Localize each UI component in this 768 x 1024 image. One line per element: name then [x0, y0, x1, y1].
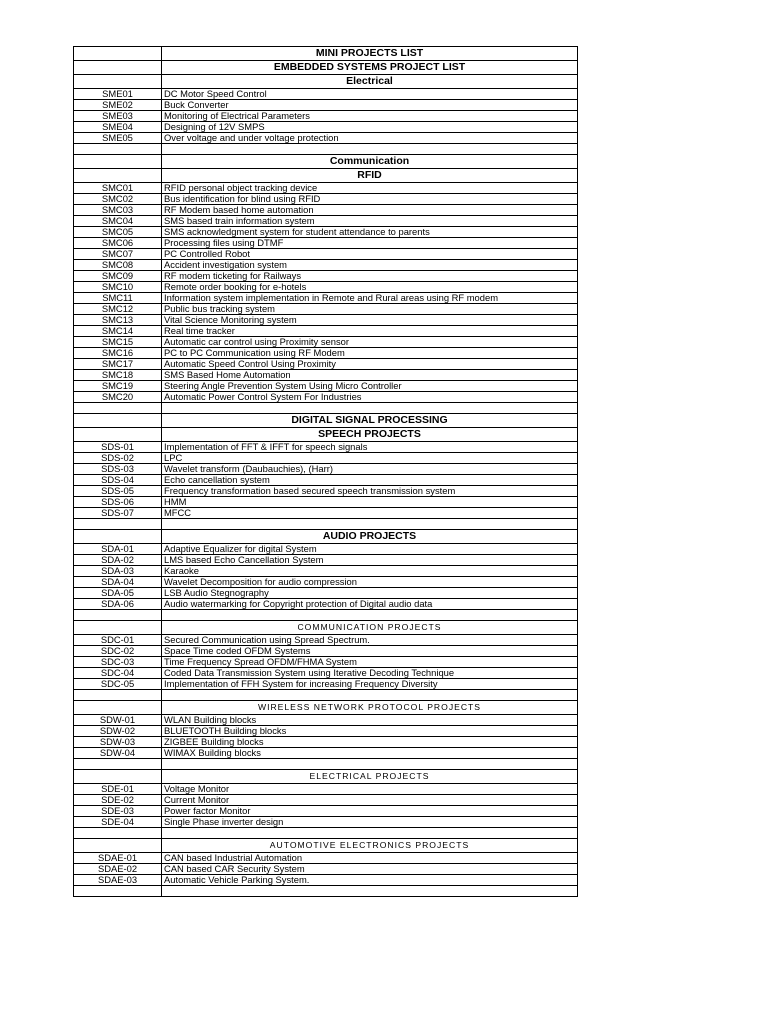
project-code: SMC14: [74, 326, 162, 337]
table-row: [74, 646, 578, 657]
project-code: SDC-03: [74, 657, 162, 668]
table-row: [74, 326, 578, 337]
project-code: SDW-02: [74, 726, 162, 737]
table-row: [74, 679, 578, 690]
project-title: Karaoke: [162, 566, 578, 577]
blank-row: [74, 519, 578, 530]
section-heading-row: [74, 414, 578, 428]
section-heading-row: [74, 61, 578, 75]
project-code: SDA-02: [74, 555, 162, 566]
table-row: [74, 337, 578, 348]
table-row: [74, 784, 578, 795]
project-code: [74, 61, 162, 75]
table-row: [74, 227, 578, 238]
section-heading: DIGITAL SIGNAL PROCESSING: [162, 414, 578, 428]
project-title: Vital Science Monitoring system: [162, 315, 578, 326]
subsection-heading-row: [74, 621, 578, 635]
table-row: [74, 392, 578, 403]
project-code: SME02: [74, 100, 162, 111]
table-row: [74, 817, 578, 828]
project-code: SDW-04: [74, 748, 162, 759]
section-heading-row: [74, 530, 578, 544]
table-row: [74, 464, 578, 475]
project-code: SDE-02: [74, 795, 162, 806]
blank-row: [74, 886, 578, 897]
project-code: SMC10: [74, 282, 162, 293]
project-code: SDA-01: [74, 544, 162, 555]
table-row: [74, 315, 578, 326]
project-title: Monitoring of Electrical Parameters: [162, 111, 578, 122]
project-code: SDS-07: [74, 508, 162, 519]
project-title: Wavelet Decomposition for audio compression: [162, 577, 578, 588]
project-code: SMC09: [74, 271, 162, 282]
project-title: HMM: [162, 497, 578, 508]
section-heading: [162, 828, 578, 839]
project-code: SDC-01: [74, 635, 162, 646]
section-heading: SPEECH PROJECTS: [162, 428, 578, 442]
table-row: [74, 853, 578, 864]
table-row: [74, 348, 578, 359]
table-row: [74, 715, 578, 726]
table-row: [74, 497, 578, 508]
project-code: [74, 759, 162, 770]
project-code: SDC-05: [74, 679, 162, 690]
project-title: Wavelet transform (Daubauchies), (Harr): [162, 464, 578, 475]
project-code: [74, 839, 162, 853]
project-title: Audio watermarking for Copyright protection of Digital audio data: [162, 599, 578, 610]
section-heading: [162, 144, 578, 155]
project-code: [74, 428, 162, 442]
table-row: [74, 100, 578, 111]
project-title: WIMAX Building blocks: [162, 748, 578, 759]
table-row: [74, 566, 578, 577]
project-code: [74, 610, 162, 621]
project-code: SDA-04: [74, 577, 162, 588]
project-title: CAN based CAR Security System: [162, 864, 578, 875]
project-title: WLAN Building blocks: [162, 715, 578, 726]
table-row: [74, 282, 578, 293]
project-code: SMC18: [74, 370, 162, 381]
project-code: [74, 155, 162, 169]
project-code: SDS-03: [74, 464, 162, 475]
blank-row: [74, 828, 578, 839]
project-title: Space Time coded OFDM Systems: [162, 646, 578, 657]
project-title: Adaptive Equalizer for digital System: [162, 544, 578, 555]
project-title: Over voltage and under voltage protection: [162, 133, 578, 144]
project-title: RFID personal object tracking device: [162, 183, 578, 194]
project-code: SMC06: [74, 238, 162, 249]
table-row: [74, 635, 578, 646]
project-title: Echo cancellation system: [162, 475, 578, 486]
project-title: Time Frequency Spread OFDM/FHMA System: [162, 657, 578, 668]
project-code: SME01: [74, 89, 162, 100]
project-code: SDAE-03: [74, 875, 162, 886]
section-heading-row: [74, 428, 578, 442]
project-code: [74, 414, 162, 428]
table-row: [74, 304, 578, 315]
project-title: DC Motor Speed Control: [162, 89, 578, 100]
project-code: SMC17: [74, 359, 162, 370]
project-code: SMC05: [74, 227, 162, 238]
projects-table-body: [74, 47, 578, 897]
project-code: [74, 403, 162, 414]
project-code: SMC19: [74, 381, 162, 392]
project-code: SDAE-01: [74, 853, 162, 864]
project-code: SDW-03: [74, 737, 162, 748]
project-title: SMS Based Home Automation: [162, 370, 578, 381]
section-heading: RFID: [162, 169, 578, 183]
project-title: Steering Angle Prevention System Using Micro Controller: [162, 381, 578, 392]
project-title: Implementation of FFT & IFFT for speech signals: [162, 442, 578, 453]
blank-row: [74, 144, 578, 155]
project-code: SDC-04: [74, 668, 162, 679]
project-code: [74, 828, 162, 839]
table-row: [74, 216, 578, 227]
project-title: Implementation of FFH System for increasing Frequency Diversity: [162, 679, 578, 690]
table-row: [74, 442, 578, 453]
project-title: Bus identification for blind using RFID: [162, 194, 578, 205]
table-row: [74, 864, 578, 875]
project-code: SMC08: [74, 260, 162, 271]
project-title: Designing of 12V SMPS: [162, 122, 578, 133]
section-heading: Electrical: [162, 75, 578, 89]
table-row: [74, 370, 578, 381]
table-row: [74, 588, 578, 599]
project-title: ZIGBEE Building blocks: [162, 737, 578, 748]
table-row: [74, 111, 578, 122]
table-row: [74, 453, 578, 464]
project-code: SDA-06: [74, 599, 162, 610]
project-title: SMS based train information system: [162, 216, 578, 227]
table-row: [74, 381, 578, 392]
section-heading: MINI PROJECTS LIST: [162, 47, 578, 61]
table-row: [74, 205, 578, 216]
project-code: [74, 75, 162, 89]
project-code: SMC16: [74, 348, 162, 359]
subsection-heading-row: [74, 839, 578, 853]
project-code: SMC11: [74, 293, 162, 304]
section-heading: [162, 610, 578, 621]
project-title: Buck Converter: [162, 100, 578, 111]
table-row: [74, 293, 578, 304]
project-title: MFCC: [162, 508, 578, 519]
table-row: [74, 271, 578, 282]
project-title: Automatic Power Control System For Industries: [162, 392, 578, 403]
section-heading: EMBEDDED SYSTEMS PROJECT LIST: [162, 61, 578, 75]
project-code: SMC15: [74, 337, 162, 348]
project-code: SDS-05: [74, 486, 162, 497]
section-heading: AUDIO PROJECTS: [162, 530, 578, 544]
project-title: Voltage Monitor: [162, 784, 578, 795]
table-row: [74, 486, 578, 497]
project-code: SMC12: [74, 304, 162, 315]
project-code: [74, 621, 162, 635]
project-title: PC Controlled Robot: [162, 249, 578, 260]
project-code: [74, 144, 162, 155]
project-title: Secured Communication using Spread Spectrum.: [162, 635, 578, 646]
table-row: [74, 122, 578, 133]
project-code: SMC13: [74, 315, 162, 326]
table-row: [74, 508, 578, 519]
subsection-heading-row: [74, 770, 578, 784]
blank-row: [74, 403, 578, 414]
project-code: SMC04: [74, 216, 162, 227]
project-code: SME05: [74, 133, 162, 144]
project-title: PC to PC Communication using RF Modem: [162, 348, 578, 359]
project-title: CAN based Industrial Automation: [162, 853, 578, 864]
project-code: SDA-03: [74, 566, 162, 577]
project-title: SMS acknowledgment system for student attendance to parents: [162, 227, 578, 238]
table-row: [74, 737, 578, 748]
section-heading: [162, 519, 578, 530]
subsection-heading-row: [74, 701, 578, 715]
project-code: [74, 701, 162, 715]
section-heading-row: [74, 169, 578, 183]
project-title: Current Monitor: [162, 795, 578, 806]
project-code: SDA-05: [74, 588, 162, 599]
section-heading: ELECTRICAL PROJECTS: [162, 770, 578, 784]
project-title: Automatic Vehicle Parking System.: [162, 875, 578, 886]
section-heading: WIRELESS NETWORK PROTOCOL PROJECTS: [162, 701, 578, 715]
project-code: [74, 169, 162, 183]
section-heading: [162, 759, 578, 770]
project-code: SDC-02: [74, 646, 162, 657]
project-code: SDS-02: [74, 453, 162, 464]
project-title: Information system implementation in Remote and Rural areas using RF modem: [162, 293, 578, 304]
table-row: [74, 726, 578, 737]
table-row: [74, 89, 578, 100]
project-title: RF modem ticketing for Railways: [162, 271, 578, 282]
table-row: [74, 668, 578, 679]
project-title: Coded Data Transmission System using Iterative Decoding Technique: [162, 668, 578, 679]
project-title: BLUETOOTH Building blocks: [162, 726, 578, 737]
project-title: Single Phase inverter design: [162, 817, 578, 828]
project-code: SDW-01: [74, 715, 162, 726]
table-row: [74, 475, 578, 486]
project-title: Accident investigation system: [162, 260, 578, 271]
table-row: [74, 238, 578, 249]
project-code: SDAE-02: [74, 864, 162, 875]
project-title: Automatic car control using Proximity sensor: [162, 337, 578, 348]
blank-row: [74, 690, 578, 701]
table-row: [74, 795, 578, 806]
section-heading-row: [74, 75, 578, 89]
project-code: SDS-04: [74, 475, 162, 486]
table-row: [74, 194, 578, 205]
table-row: [74, 183, 578, 194]
project-code: SMC01: [74, 183, 162, 194]
table-row: [74, 875, 578, 886]
project-title: Frequency transformation based secured speech transmission system: [162, 486, 578, 497]
blank-row: [74, 610, 578, 621]
table-row: [74, 555, 578, 566]
project-code: SME04: [74, 122, 162, 133]
table-row: [74, 806, 578, 817]
section-heading: COMMUNICATION PROJECTS: [162, 621, 578, 635]
project-code: SDS-01: [74, 442, 162, 453]
project-title: RF Modem based home automation: [162, 205, 578, 216]
project-code: [74, 770, 162, 784]
section-heading: [162, 403, 578, 414]
project-code: SDS-06: [74, 497, 162, 508]
project-title: Public bus tracking system: [162, 304, 578, 315]
section-heading: Communication: [162, 155, 578, 169]
table-row: [74, 133, 578, 144]
project-code: [74, 690, 162, 701]
project-code: SMC03: [74, 205, 162, 216]
table-row: [74, 657, 578, 668]
project-title: Real time tracker: [162, 326, 578, 337]
table-row: [74, 359, 578, 370]
project-code: SDE-01: [74, 784, 162, 795]
table-row: [74, 599, 578, 610]
section-heading-row: [74, 47, 578, 61]
project-code: [74, 530, 162, 544]
section-heading: [162, 690, 578, 701]
project-code: [74, 886, 162, 897]
projects-table: [73, 46, 578, 897]
table-row: [74, 577, 578, 588]
project-code: SMC02: [74, 194, 162, 205]
blank-row: [74, 759, 578, 770]
project-title: Remote order booking for e-hotels: [162, 282, 578, 293]
table-row: [74, 249, 578, 260]
project-code: [74, 47, 162, 61]
project-code: SME03: [74, 111, 162, 122]
project-code: SDE-04: [74, 817, 162, 828]
table-row: [74, 260, 578, 271]
section-heading-row: [74, 155, 578, 169]
table-row: [74, 748, 578, 759]
project-code: SMC07: [74, 249, 162, 260]
project-title: LMS based Echo Cancellation System: [162, 555, 578, 566]
project-code: [74, 519, 162, 530]
project-title: LSB Audio Stegnography: [162, 588, 578, 599]
project-code: SMC20: [74, 392, 162, 403]
table-row: [74, 544, 578, 555]
project-title: LPC: [162, 453, 578, 464]
project-code: SDE-03: [74, 806, 162, 817]
project-title: Processing files using DTMF: [162, 238, 578, 249]
project-title: Power factor Monitor: [162, 806, 578, 817]
section-heading: AUTOMOTIVE ELECTRONICS PROJECTS: [162, 839, 578, 853]
section-heading: [162, 886, 578, 897]
project-title: Automatic Speed Control Using Proximity: [162, 359, 578, 370]
